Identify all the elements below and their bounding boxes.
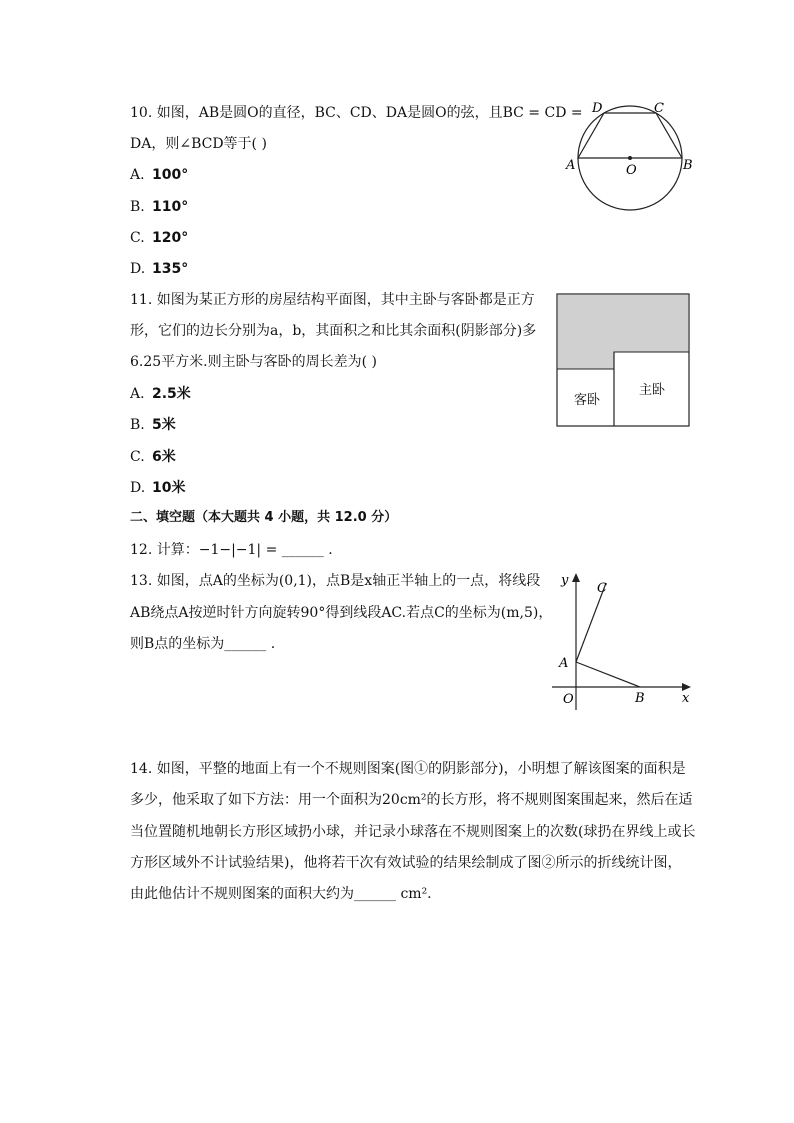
option-value: 135° <box>152 261 189 277</box>
q11-option-a[interactable] <box>130 384 191 404</box>
label-c: C <box>597 581 607 596</box>
option-value: 2.5米 <box>152 386 191 402</box>
master-room-label: 主卧 <box>639 383 666 398</box>
segment-ab <box>576 662 640 687</box>
q10-option-c[interactable] <box>130 228 188 248</box>
q14-text-line5: 由此他估计不规则图案的面积大约为______ cm². <box>130 886 432 902</box>
label-c: C <box>654 101 664 116</box>
option-label: C. <box>130 449 145 465</box>
guest-room-label: 客卧 <box>574 393 601 408</box>
q11-text-line2: 形，它们的边长分别为a，b，其面积之和比其余面积(阴影部分)多 <box>130 323 537 339</box>
section-heading-fill-in: 二、填空题（本大题共 4 小题，共 12.0 分） <box>130 510 398 525</box>
q10-option-d[interactable] <box>130 259 188 279</box>
q13-text-line3: 则B点的坐标为______ . <box>130 636 276 652</box>
label-d: D <box>592 101 603 116</box>
q12-text: 12. 计算：−1−|−1| = ______ . <box>130 542 333 558</box>
option-label: C. <box>130 230 145 246</box>
label-y: y <box>561 573 569 588</box>
option-value: 5米 <box>152 417 176 433</box>
option-label: A. <box>130 386 145 402</box>
q13-text-line1: 13. 如图，点A的坐标为(0,1)，点B是x轴正半轴上的一点，将线段 <box>130 573 541 589</box>
option-label: A. <box>130 167 145 183</box>
option-value: 120° <box>152 230 189 246</box>
label-a: A <box>559 656 569 671</box>
label-b: B <box>635 691 645 706</box>
label-x: x <box>682 691 690 706</box>
option-label: B. <box>130 199 145 215</box>
q13-text-line2: AB绕点A按逆时针方向旋转90°得到线段AC.若点C的坐标为(m,5)， <box>130 605 553 621</box>
label-b: B <box>683 158 693 173</box>
q10-circle-figure <box>560 98 700 218</box>
q10-option-a[interactable] <box>130 165 188 185</box>
q11-option-c[interactable] <box>130 447 176 467</box>
option-value: 110° <box>152 199 189 215</box>
option-label: D. <box>130 261 146 277</box>
trapezoid-abcd <box>578 113 682 158</box>
q10-option-b[interactable] <box>130 197 188 217</box>
q14-text-line1: 14. 如图，平整的地面上有一个不规则图案(图①的阴影部分)，小明想了解该图案的面积是 <box>130 761 686 777</box>
q13-coordinate-figure <box>548 570 698 720</box>
y-axis-arrow-icon <box>572 573 580 582</box>
option-label: B. <box>130 417 145 433</box>
option-value: 10米 <box>152 480 186 496</box>
option-label: D. <box>130 480 146 496</box>
q14-text-line4: 方形区域外不计试验结果)，他将若干次有效试验的结果绘制成了图②所示的折线统计图， <box>130 855 682 871</box>
q14-text-line2: 多少，他采取了如下方法：用一个面积为20cm²的长方形，将不规则图案围起来，然后在适 <box>130 792 693 808</box>
q11-floorplan-figure <box>556 293 692 429</box>
center-point <box>628 156 632 160</box>
q14-text-line3: 当位置随机地朝长方形区域扔小球，并记录小球落在不规则图案上的次数(球扔在界线上或长 <box>130 824 696 840</box>
q10-text-line2: DA，则∠BCD等于( ) <box>130 136 267 152</box>
option-value: 100° <box>152 167 189 183</box>
q11-option-b[interactable] <box>130 415 176 435</box>
q11-text-line3: 6.25平方米.则主卧与客卧的周长差为( ) <box>130 354 377 370</box>
label-o: O <box>563 692 574 707</box>
option-value: 6米 <box>152 449 176 465</box>
x-axis-arrow-icon <box>682 683 691 691</box>
q10-text-line1: 10. 如图，AB是圆O的直径，BC、CD、DA是圆O的弦，且BC = CD = <box>130 105 583 121</box>
label-a: A <box>566 158 576 173</box>
q11-text-line1: 11. 如图为某正方形的房屋结构平面图，其中主卧与客卧都是正方 <box>130 292 535 308</box>
q11-option-d[interactable] <box>130 478 185 498</box>
label-o: O <box>626 163 637 178</box>
